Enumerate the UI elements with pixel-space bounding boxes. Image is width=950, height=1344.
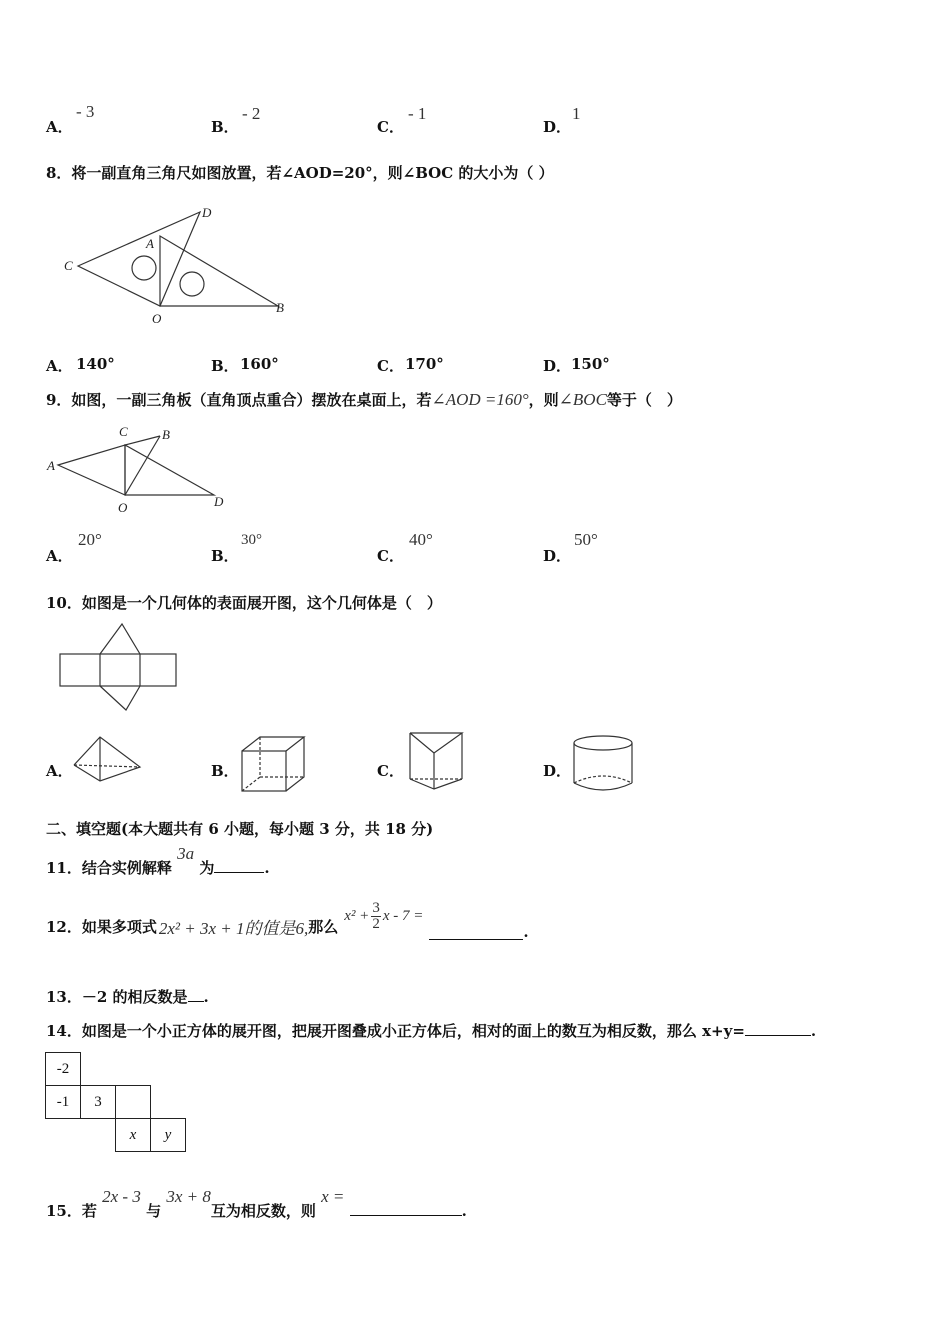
q7-option-c-value: - 1 bbox=[408, 104, 427, 123]
q12-math-x2: x² + bbox=[344, 907, 370, 924]
q10-option-d-cylinder-icon bbox=[570, 733, 636, 795]
q10-net-bottom-triangle bbox=[100, 686, 140, 710]
q8-option-b-value: 160° bbox=[240, 355, 279, 373]
q7-option-d-value: 1 bbox=[572, 104, 581, 123]
q9-option-b-value: 30° bbox=[241, 532, 262, 548]
q9-option-d-label: D． bbox=[543, 547, 572, 565]
q8-triangle-figure bbox=[60, 200, 300, 330]
q13-end: . bbox=[203, 988, 209, 1006]
q9-label-a: A bbox=[47, 458, 55, 473]
q14-cube-net bbox=[45, 1052, 186, 1152]
q7-option-b-value: - 2 bbox=[242, 104, 261, 123]
q9-text-mid: ，则 bbox=[528, 391, 559, 409]
q10-option-b-label: B． bbox=[211, 762, 239, 780]
q9-math-aod: ∠AOD =160° bbox=[431, 390, 529, 409]
q12-frac-num: 3 bbox=[372, 899, 380, 916]
q7-option-d-label: D． bbox=[543, 118, 572, 136]
q9-label-b: B bbox=[162, 427, 170, 442]
q8-label-c: C bbox=[64, 258, 73, 273]
q7-option-b-label: B． bbox=[211, 118, 239, 136]
q9-option-d-value: 50° bbox=[574, 530, 598, 549]
q9-option-c-value: 40° bbox=[409, 530, 433, 549]
q10-net-top-triangle bbox=[100, 624, 140, 654]
q13-answer-blank[interactable] bbox=[188, 987, 204, 1002]
q9-text-pre: 9．如图，一副三角板（直角顶点重合）摆放在桌面上，若 bbox=[46, 391, 432, 409]
q9-option-a-value: 20° bbox=[78, 530, 102, 549]
q10-option-a-pyramid-icon bbox=[70, 735, 144, 785]
q12-math-expression bbox=[344, 901, 423, 932]
q8-option-a-value: 140° bbox=[76, 355, 115, 373]
q14-text: 14．如图是一个小正方体的展开图，把展开图叠成小正方体后，相对的面上的数互为相反数，那么 x+y= bbox=[46, 1022, 745, 1040]
q9-math-boc: ∠BOC bbox=[558, 390, 607, 409]
q9-triangle-figure bbox=[44, 420, 244, 520]
q15-question bbox=[46, 1187, 467, 1221]
q15-math-3x-8: 3x + 8 bbox=[166, 1187, 211, 1206]
q12-text-mid: 那么 bbox=[308, 917, 339, 936]
section2-heading: 二、填空题(本大题共有 6 小题，每小题 3 分，共 18 分) bbox=[46, 820, 434, 838]
q8-circle-left bbox=[132, 256, 156, 280]
q8-label-b: B bbox=[276, 300, 284, 315]
q11-math-3a: 3a bbox=[177, 844, 195, 863]
q10-option-c-prism-icon bbox=[406, 731, 466, 793]
q9-line-ob bbox=[125, 436, 160, 495]
q14-net-cell-x: x bbox=[116, 1119, 151, 1152]
q9-line-cb bbox=[125, 436, 160, 445]
q14-net-cell: -2 bbox=[46, 1053, 81, 1086]
q9-triangle-cod bbox=[125, 445, 214, 495]
q8-triangle-cda bbox=[78, 212, 200, 306]
q12-math-fraction bbox=[371, 901, 381, 932]
q14-net-cell: 3 bbox=[81, 1086, 116, 1119]
q9-label-c: C bbox=[119, 424, 128, 439]
q15-end: . bbox=[461, 1202, 467, 1220]
q8-option-a-label: A． bbox=[46, 357, 73, 375]
q12-frac-den: 2 bbox=[372, 915, 380, 932]
q9-triangle-aco bbox=[58, 445, 125, 495]
q8-circle-right bbox=[180, 272, 204, 296]
q8-triangle-aob bbox=[160, 236, 278, 306]
q8-option-d-label: D． bbox=[543, 357, 572, 375]
q12-math-x-7: x - 7 = bbox=[382, 907, 424, 924]
q14-question bbox=[46, 1020, 816, 1041]
q7-option-c-label: C． bbox=[377, 118, 404, 136]
q15-answer-blank[interactable] bbox=[350, 1201, 462, 1216]
q8-label-o: O bbox=[152, 311, 162, 326]
q12-text-pre: 12．如果多项式 bbox=[46, 917, 157, 936]
q8-option-d-value: 150° bbox=[571, 355, 610, 373]
q10-question-text: 10．如图是一个几何体的表面展开图，这个几何体是（ ） bbox=[46, 594, 442, 612]
q15-text-mid: 与 bbox=[146, 1202, 162, 1220]
q13-text: 13．－2 的相反数是 bbox=[46, 988, 188, 1006]
q10-net-rectangles bbox=[60, 654, 176, 686]
q15-text-post: 互为相反数，则 bbox=[210, 1202, 316, 1220]
q7-option-a-value: - 3 bbox=[76, 102, 95, 121]
q12-answer-blank[interactable] bbox=[429, 925, 523, 940]
q10-option-a-label: A． bbox=[46, 762, 73, 780]
q9-text-post: 等于（ ） bbox=[606, 391, 682, 409]
q11-answer-blank[interactable] bbox=[214, 858, 264, 873]
q9-option-a-label: A． bbox=[46, 547, 73, 565]
q15-math-2x-3: 2x - 3 bbox=[102, 1187, 141, 1206]
q9-label-d: D bbox=[214, 494, 224, 509]
q12-end: . bbox=[523, 923, 529, 941]
q8-label-a: A bbox=[146, 236, 154, 251]
q11-text-post: 为 bbox=[199, 859, 215, 877]
q14-net-cell-y: y bbox=[151, 1119, 186, 1152]
q9-option-c-label: C． bbox=[377, 547, 404, 565]
q15-math-x-eq: x = bbox=[321, 1187, 345, 1206]
q11-end: . bbox=[264, 859, 270, 877]
q11-text-pre: 11．结合实例解释 bbox=[46, 859, 172, 877]
q8-option-c-value: 170° bbox=[405, 355, 444, 373]
q14-answer-blank[interactable] bbox=[745, 1021, 811, 1036]
q8-option-c-label: C． bbox=[377, 357, 404, 375]
q9-option-b-label: B． bbox=[211, 547, 239, 565]
q15-text-pre: 15．若 bbox=[46, 1202, 97, 1220]
q11-question bbox=[46, 844, 270, 878]
q12-math-polynomial: 2x² + 3x + 1的值是6, bbox=[158, 918, 309, 938]
q14-net-cell: -1 bbox=[46, 1086, 81, 1119]
q8-label-d: D bbox=[202, 205, 212, 220]
q9-question bbox=[46, 389, 682, 410]
q8-option-b-label: B． bbox=[211, 357, 239, 375]
q7-option-a-label: A． bbox=[46, 118, 73, 136]
q10-option-c-label: C． bbox=[377, 762, 404, 780]
q12-question bbox=[46, 899, 529, 948]
q10-option-d-label: D． bbox=[543, 762, 572, 780]
q14-end: . bbox=[810, 1022, 817, 1040]
q13-question bbox=[46, 986, 209, 1007]
q9-label-o: O bbox=[118, 500, 128, 515]
q8-question-text: 8．将一副直角三角尺如图放置，若∠AOD=20°，则∠BOC 的大小为（ ） bbox=[46, 164, 554, 182]
q10-net-figure bbox=[58, 622, 180, 714]
q10-option-b-cube-icon bbox=[240, 735, 308, 793]
q14-net-cell-empty bbox=[116, 1086, 151, 1119]
